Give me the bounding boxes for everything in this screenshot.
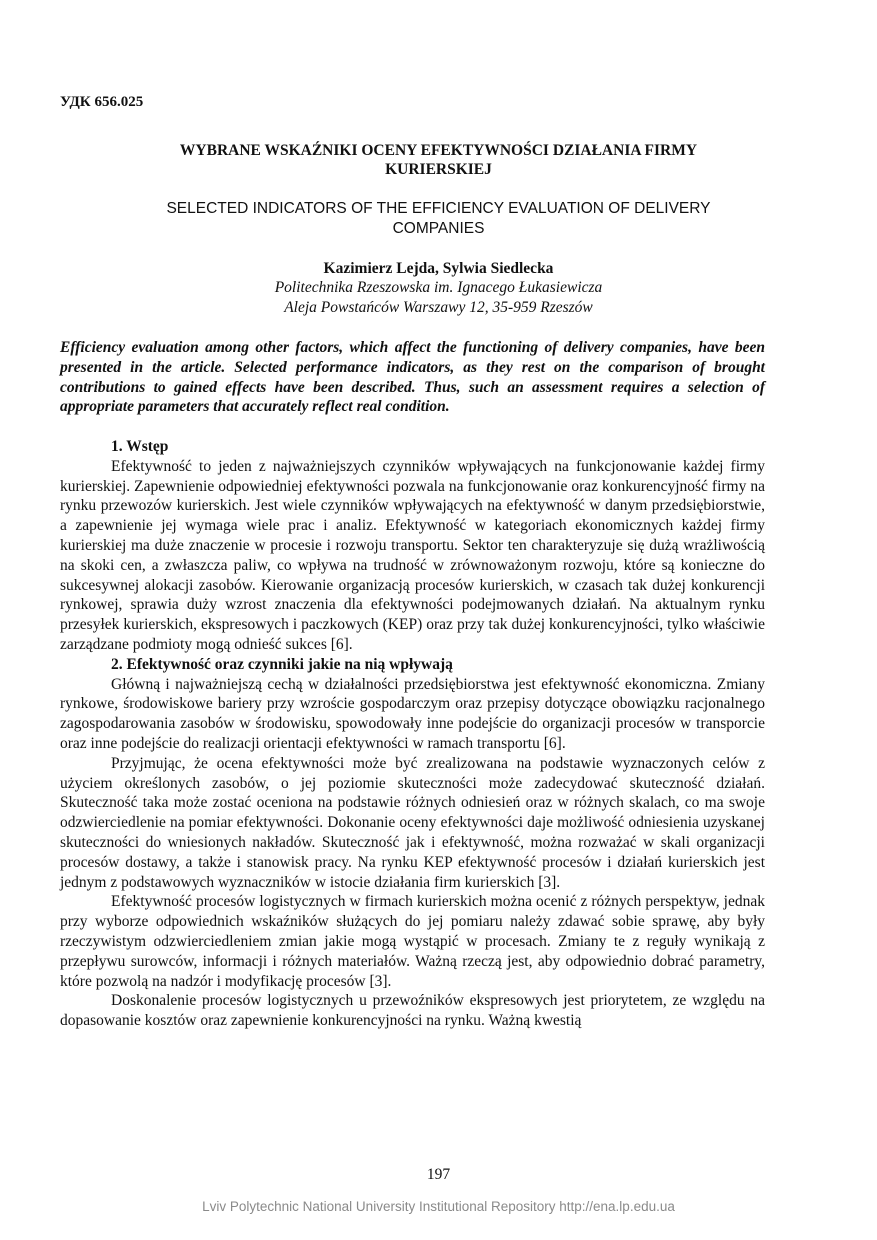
- title-english-line2: COMPANIES: [392, 220, 485, 237]
- title-polish: [100, 141, 777, 179]
- title-polish-line2: KURIERSKIEJ: [385, 161, 492, 178]
- section2-paragraph: Doskonalenie procesów logistycznych u przewoźników ekspresowych jest priorytetem, ze względu na dopasowanie kosztów oraz zapewnienie konkurencyjności na rynku. Ważną kwestią: [60, 992, 765, 1030]
- abstract: Efficiency evaluation among other factors, which affect the functioning of delivery companies, have been presented in the article. Selected performance indicators, as they rest on the comparison of brought contributions to gained effects have been described. Thus, such an assessment requires a selection of appropriate parameters that accurately reflect real condition.: [60, 339, 765, 416]
- title-polish-line1: WYBRANE WSKAŹNIKI OCENY EFEKTYWNOŚCI DZIAŁANIA FIRMY: [179, 142, 698, 159]
- repository-footer: Lviv Polytechnic National University Institutional Repository http://ena.lp.edu.ua: [202, 1199, 675, 1214]
- section2-paragraph: Przyjmując, że ocena efektywności może być zrealizowana na podstawie wyznaczonych celów z użyciem określonych zasobów, o jej poziomie skuteczności może zadecydować skuteczność działań. Skuteczność taka może zostać oceniona na podstawie różnych odniesień oraz w różnych skalach, co ma swoje odzwierciedlenie na pomiar efektywności. Dokonanie oceny efektywności daje możliwość odniesienia uzyskanej skuteczności do wniesionych nakładów. Skuteczność jak i efektywność, można rozważać w skali organizacji procesów dostawy, a także i stanowisk pracy. Na rynku KEP efektywność procesów i działań kurierskich jest jednym z podstawowych wyznaczników w istocie działania firm kurierskich [3].: [60, 754, 765, 891]
- udk-code: УДК 656.025: [60, 94, 144, 110]
- title-english: [100, 199, 777, 239]
- affiliation-line1: Politechnika Rzeszowska im. Ignacego Łukasiewicza: [274, 279, 603, 296]
- section1-heading: 1. Wstęp: [111, 438, 169, 455]
- section2-heading: 2. Efektywność oraz czynniki jakie na nią wpływają: [111, 655, 453, 673]
- section2-paragraph: Główną i najważniejszą cechą w działalności przedsiębiorstwa jest efektywność ekonomiczna. Zmiany rynkowe, środowiskowe bariery przy wzroście gospodarczym oraz przepisy dotyczące obowiązku racjonalnego zagospodarowania zasobów w środowisku, spowodowały inne podejście do organizacji procesów w transporcie oraz inne podejście do realizacji orientacji efektywności w ramach transportu [6].: [60, 675, 765, 752]
- section1-paragraph: Efektywność to jeden z najważniejszych czynników wpływających na funkcjonowanie każdej firmy kurierskiej. Zapewnienie odpowiedniej efektywności pozwala na funkcjonowanie oraz konkurencyjność firmy na rynku przewozów kurierskich. Jest wiele czynników wpływających na efektywność w danym przedsiębiorstwie, a zapewnienie jej wymaga wiele prac i analiz. Efektywność w kategoriach ekonomicznych każdej firmy kurierskiej ma duże znaczenie w procesie i rozwoju transportu. Sektor ten charakteryzuje się dużą wrażliwością na skoki cen, a zwłaszcza paliw, co wpływa na trudność w zrównoważonym rozwoju, które są konieczne do sukcesywnej alokacji zasobów. Kierowanie organizacją procesów kurierskich, w czasach tak dużej konkurencji rynkowej, sprawia duży wzrost znaczenia dla efektywności podejmowanych działań. Na aktualnym rynku przesyłek kurierskich, ekspresowych i paczkowych (KEP) oraz przy tak dużej konkurencyjności, tylko właściwie zarządzane podmioty mogą odnieść sukces [6].: [60, 457, 765, 653]
- page-number: 197: [426, 1166, 451, 1183]
- authors: Kazimierz Lejda, Sylwia Siedlecka: [323, 260, 554, 277]
- title-english-line1: SELECTED INDICATORS OF THE EFFICIENCY EVALUATION OF DELIVERY: [166, 200, 711, 217]
- affiliation-line2: Aleja Powstańców Warszawy 12, 35-959 Rzeszów: [284, 299, 593, 316]
- section2-paragraph: Efektywność procesów logistycznych w firmach kurierskich można ocenić z różnych perspektyw, jednak przy wyborze odpowiednich wskaźników służących do jej pomiaru należy zdawać sobie sprawę, aby były rzeczywistym odzwierciedleniem zmian jakie mogą wystąpić w procesach. Zmiany te z reguły wynikają z przepływu surowców, informacji i różnych materiałów. Ważną rzeczą jest, aby odpowiednio dobrać parametry, które pozwolą na nadzór i modyfikację procesów [3].: [60, 893, 765, 990]
- article-body: [60, 437, 765, 1031]
